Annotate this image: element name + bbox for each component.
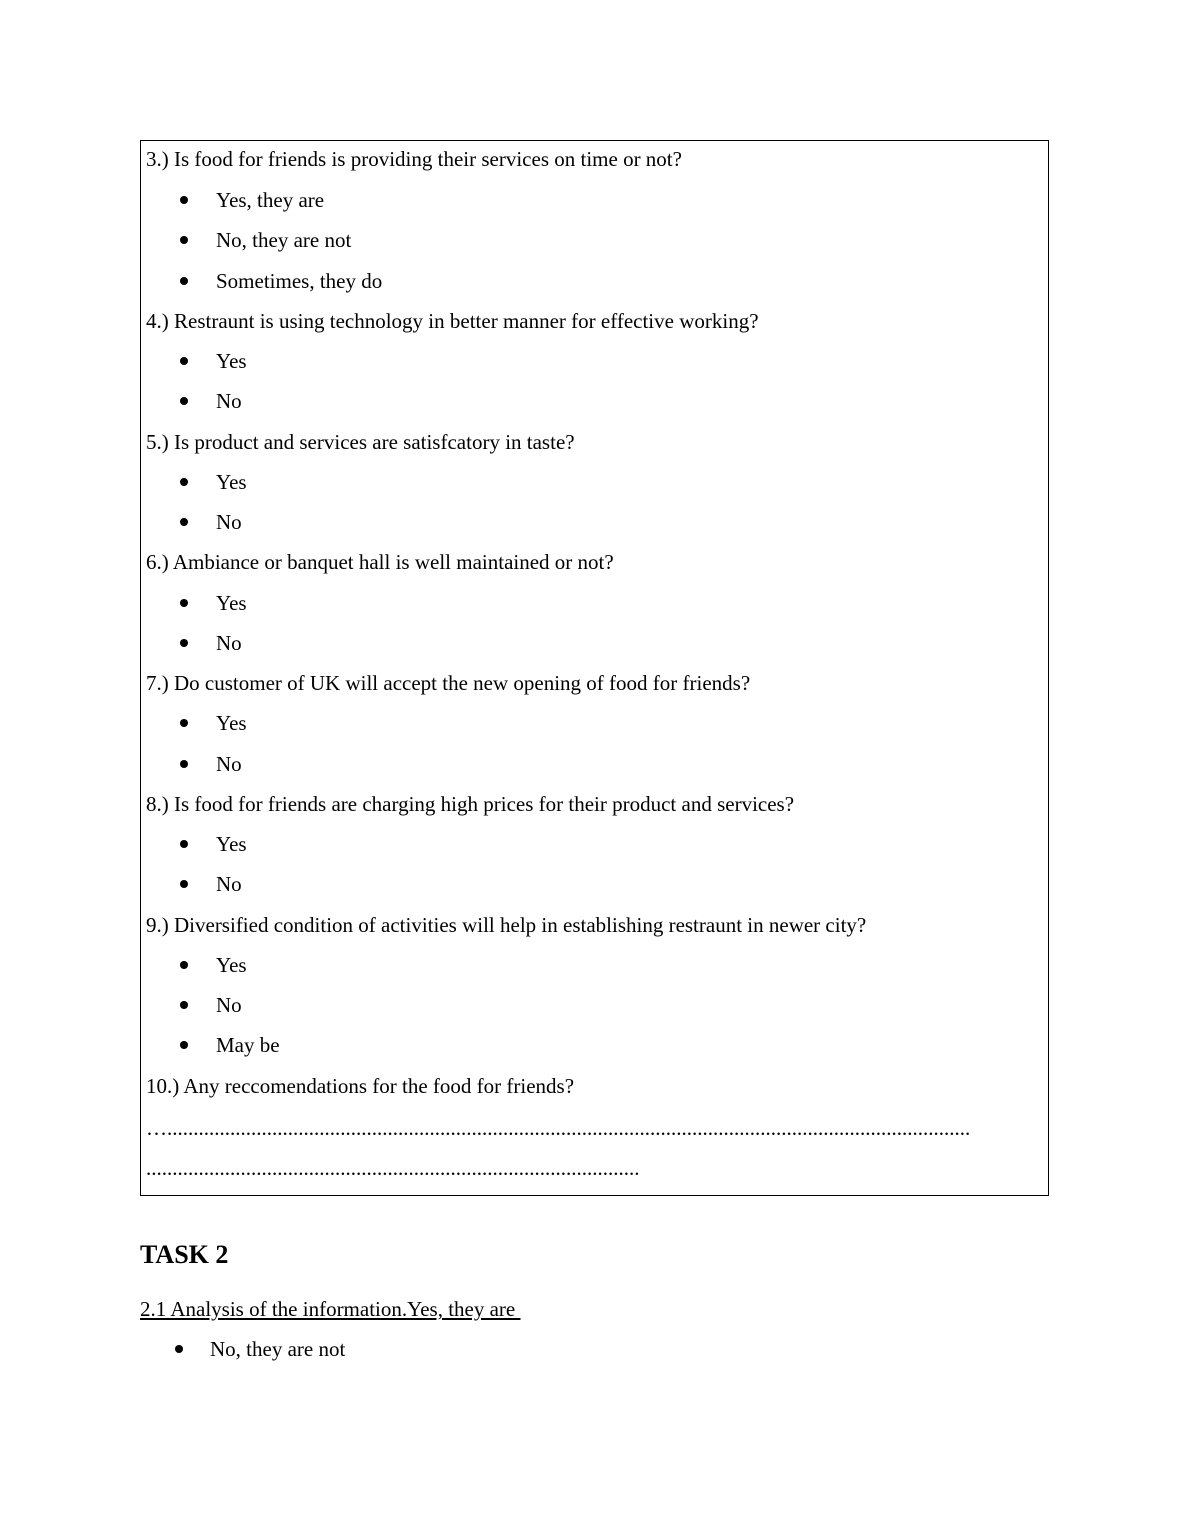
bullet-icon bbox=[180, 1001, 188, 1009]
bullet-icon bbox=[180, 599, 188, 607]
task-heading: TASK 2 bbox=[140, 1240, 229, 1269]
bullet-icon bbox=[180, 961, 188, 969]
bullet-icon bbox=[180, 518, 188, 526]
q3-option-2: No, they are not bbox=[216, 228, 352, 252]
q8-option-1: Yes bbox=[216, 832, 247, 856]
q9-option-2: No bbox=[216, 993, 242, 1017]
q9-option-3: May be bbox=[216, 1033, 280, 1057]
bullet-icon bbox=[180, 1041, 188, 1049]
bullet-icon bbox=[180, 840, 188, 848]
q7-option-1: Yes bbox=[216, 711, 247, 735]
q4-option-1: Yes bbox=[216, 349, 247, 373]
bullet-icon bbox=[180, 236, 188, 244]
q6-option-1: Yes bbox=[216, 591, 247, 615]
q4-option-2: No bbox=[216, 389, 242, 413]
bullet-icon bbox=[180, 719, 188, 727]
question-6: 6.) Ambiance or banquet hall is well maintained or not? bbox=[146, 550, 614, 574]
q6-option-2: No bbox=[216, 631, 242, 655]
q3-option-1: Yes, they are bbox=[216, 188, 325, 212]
bullet-icon bbox=[175, 1345, 183, 1353]
question-10: 10.) Any reccomendations for the food for friends? bbox=[146, 1074, 575, 1098]
bullet-icon bbox=[180, 357, 188, 365]
q5-option-1: Yes bbox=[216, 470, 247, 494]
section-heading: 2.1 Analysis of the information.Yes, they are bbox=[140, 1297, 521, 1321]
answer-line-2: .............................................................................................. bbox=[146, 1156, 640, 1180]
question-9: 9.) Diversified condition of activities will help in establishing restraunt in newer city? bbox=[146, 913, 867, 937]
question-5: 5.) Is product and services are satisfcatory in taste? bbox=[146, 430, 575, 454]
q9-option-1: Yes bbox=[216, 953, 247, 977]
survey-questions-box bbox=[140, 140, 1049, 1196]
bullet-icon bbox=[180, 277, 188, 285]
bullet-icon bbox=[180, 397, 188, 405]
list-item: No, they are not bbox=[210, 1337, 346, 1361]
bullet-icon bbox=[180, 760, 188, 768]
answer-line-1: …......................................................................................................................................................... bbox=[146, 1116, 971, 1140]
q3-option-3: Sometimes, they do bbox=[216, 269, 383, 293]
bullet-icon bbox=[180, 639, 188, 647]
question-3: 3.) Is food for friends is providing their services on time or not? bbox=[146, 147, 682, 171]
q7-option-2: No bbox=[216, 752, 242, 776]
question-4: 4.) Restraunt is using technology in better manner for effective working? bbox=[146, 309, 759, 333]
bullet-icon bbox=[180, 196, 188, 204]
bullet-icon bbox=[180, 478, 188, 486]
q5-option-2: No bbox=[216, 510, 242, 534]
question-7: 7.) Do customer of UK will accept the new opening of food for friends? bbox=[146, 671, 751, 695]
q8-option-2: No bbox=[216, 872, 242, 896]
question-8: 8.) Is food for friends are charging high prices for their product and services? bbox=[146, 792, 795, 816]
bullet-icon bbox=[180, 880, 188, 888]
